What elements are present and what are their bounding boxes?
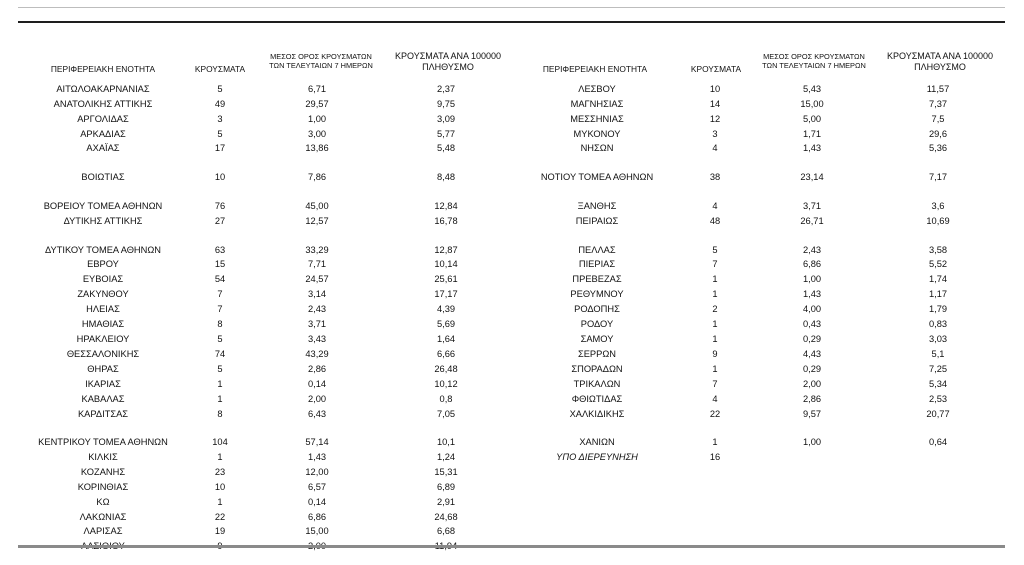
right-row-21-cases: 16 — [709, 452, 721, 462]
right-row-20-region: ΧΑΝΙΩΝ — [579, 437, 615, 447]
left-row-4-per100k: 5,48 — [436, 143, 456, 153]
right-row-19-region: ΧΑΛΚΙΔΙΚΗΣ — [569, 409, 625, 419]
right-row-7-cases: 48 — [709, 216, 721, 226]
left-row-1-region: ΑΝΑΤΟΛΙΚΗΣ ΑΤΤΙΚΗΣ — [53, 99, 153, 109]
left-row-6-cases: 76 — [214, 201, 226, 211]
left-row-4-cases: 17 — [214, 143, 226, 153]
right-row-2-region: ΜΕΣΣΗΝΙΑΣ — [570, 114, 624, 124]
right-row-10-cases: 1 — [712, 274, 718, 284]
left-row-1-cases: 49 — [214, 99, 226, 109]
left-row-5-cases: 10 — [214, 172, 226, 182]
left-row-24-avg7: 0,14 — [307, 497, 327, 507]
left-row-8-per100k: 12,87 — [434, 245, 458, 255]
left-row-4-region: ΑΧΑΪΑΣ — [86, 143, 120, 153]
left-row-10-avg7: 24,57 — [305, 274, 329, 284]
left-row-9-region: ΕΒΡΟΥ — [87, 259, 119, 269]
right-row-5-region: ΝΟΤΙΟΥ ΤΟΜΕΑ ΑΘΗΝΩΝ — [540, 172, 654, 182]
left-row-19-cases: 8 — [217, 409, 223, 419]
left-row-21-region: ΚΙΛΚΙΣ — [88, 452, 118, 462]
left-row-2-cases: 3 — [217, 114, 223, 124]
right-row-4-region: ΝΗΣΩΝ — [580, 143, 614, 153]
right-row-0-cases: 10 — [709, 84, 721, 94]
right-row-8-per100k: 3,58 — [928, 245, 948, 255]
right-row-11-region: ΡΕΘΥΜΝΟΥ — [570, 289, 624, 299]
left-row-24-region: ΚΩ — [96, 497, 110, 507]
right-row-13-avg7: 0,43 — [802, 319, 822, 329]
left-row-6-per100k: 12,84 — [434, 201, 458, 211]
right-row-7-per100k: 10,69 — [926, 216, 950, 226]
left-row-22-avg7: 12,00 — [305, 467, 329, 477]
left-row-9-avg7: 7,71 — [307, 259, 327, 269]
right-header-per100k-line1: ΚΡΟΥΣΜΑΤΑ ΑΝΑ 100000 — [887, 51, 993, 61]
left-row-14-per100k: 1,64 — [436, 334, 456, 344]
right-row-9-region: ΠΙΕΡΙΑΣ — [578, 259, 616, 269]
left-row-14-cases: 5 — [217, 334, 223, 344]
left-row-7-region: ΔΥΤΙΚΗΣ ΑΤΤΙΚΗΣ — [63, 216, 143, 226]
right-row-1-per100k: 7,37 — [928, 99, 948, 109]
right-row-18-region: ΦΘΙΩΤΙΔΑΣ — [571, 394, 623, 404]
left-row-25-cases: 22 — [214, 512, 226, 522]
left-row-20-per100k: 10,1 — [436, 437, 456, 447]
right-row-11-per100k: 1,17 — [928, 289, 948, 299]
right-row-16-region: ΣΠΟΡΑΔΩΝ — [571, 364, 623, 374]
right-row-0-avg7: 5,43 — [802, 84, 822, 94]
left-row-26-avg7: 15,00 — [305, 526, 329, 536]
left-row-6-region: ΒΟΡΕΙΟΥ ΤΟΜΕΑ ΑΘΗΝΩΝ — [43, 201, 163, 211]
left-row-11-per100k: 17,17 — [434, 289, 458, 299]
right-header-region: ΠΕΡΙΦΕΡΕΙΑΚΗ ΕΝΟΤΗΤΑ — [542, 64, 648, 74]
left-row-19-region: ΚΑΡΔΙΤΣΑΣ — [77, 409, 129, 419]
left-row-16-cases: 5 — [217, 364, 223, 374]
right-row-17-cases: 7 — [712, 379, 718, 389]
left-row-26-region: ΛΑΡΙΣΑΣ — [83, 526, 123, 536]
right-row-10-region: ΠΡΕΒΕΖΑΣ — [572, 274, 622, 284]
right-header-per100k-line2: ΠΛΗΘΥΣΜΟ — [914, 62, 966, 72]
left-row-3-avg7: 3,00 — [307, 129, 327, 139]
right-row-9-cases: 7 — [712, 259, 718, 269]
left-row-7-per100k: 16,78 — [434, 216, 458, 226]
right-row-3-cases: 3 — [712, 129, 718, 139]
left-header-region: ΠΕΡΙΦΕΡΕΙΑΚΗ ΕΝΟΤΗΤΑ — [50, 64, 156, 74]
left-row-26-cases: 19 — [214, 526, 226, 536]
left-header-avg7-line1: ΜΕΣΟΣ ΟΡΟΣ ΚΡΟΥΣΜΑΤΩΝ — [270, 52, 372, 61]
left-row-13-cases: 8 — [217, 319, 223, 329]
right-row-3-per100k: 29,6 — [928, 129, 948, 139]
right-row-15-region: ΣΕΡΡΩΝ — [577, 349, 616, 359]
right-row-2-per100k: 7,5 — [931, 114, 945, 124]
right-row-21-region: ΥΠΟ ΔΙΕΡΕΥΝΗΣΗ — [556, 452, 638, 462]
left-row-0-cases: 5 — [217, 84, 223, 94]
left-row-2-avg7: 1,00 — [307, 114, 327, 124]
left-row-25-region: ΛΑΚΩΝΙΑΣ — [79, 512, 127, 522]
right-row-19-cases: 22 — [709, 409, 721, 419]
right-header-avg7-line1: ΜΕΣΟΣ ΟΡΟΣ ΚΡΟΥΣΜΑΤΩΝ — [763, 52, 865, 61]
left-header-per100k-line2: ΠΛΗΘΥΣΜΟ — [422, 62, 474, 72]
left-row-13-avg7: 3,71 — [307, 319, 327, 329]
right-row-20-per100k: 0,64 — [928, 437, 948, 447]
left-row-3-region: ΑΡΚΑΔΙΑΣ — [80, 129, 126, 139]
left-header-per100k — [386, 51, 510, 73]
left-row-22-per100k: 15,31 — [434, 467, 458, 477]
right-row-12-per100k: 1,79 — [928, 304, 948, 314]
right-row-12-cases: 2 — [712, 304, 718, 314]
right-row-7-region: ΠΕΙΡΑΙΩΣ — [575, 216, 619, 226]
right-row-19-avg7: 9,57 — [802, 409, 822, 419]
left-row-16-avg7: 2,86 — [307, 364, 327, 374]
left-row-16-region: ΘΗΡΑΣ — [87, 364, 119, 374]
right-row-16-avg7: 0,29 — [802, 364, 822, 374]
left-row-3-cases: 5 — [217, 129, 223, 139]
right-row-14-per100k: 3,03 — [928, 334, 948, 344]
left-row-20-avg7: 57,14 — [305, 437, 329, 447]
right-row-6-avg7: 3,71 — [802, 201, 822, 211]
left-row-21-avg7: 1,43 — [307, 452, 327, 462]
right-row-0-per100k: 11,57 — [926, 84, 950, 94]
right-row-3-avg7: 1,71 — [802, 129, 822, 139]
right-row-1-cases: 14 — [709, 99, 721, 109]
right-row-16-cases: 1 — [712, 364, 718, 374]
left-row-21-per100k: 1,24 — [436, 452, 456, 462]
right-row-7-avg7: 26,71 — [800, 216, 824, 226]
left-row-15-region: ΘΕΣΣΑΛΟΝΙΚΗΣ — [66, 349, 140, 359]
left-row-18-region: ΚΑΒΑΛΑΣ — [81, 394, 125, 404]
header-rule — [18, 21, 1005, 23]
right-row-4-cases: 4 — [712, 143, 718, 153]
left-row-10-cases: 54 — [214, 274, 226, 284]
right-row-16-per100k: 7,25 — [928, 364, 948, 374]
right-row-6-per100k: 3,6 — [931, 201, 945, 211]
left-row-22-cases: 23 — [214, 467, 226, 477]
right-row-18-avg7: 2,86 — [802, 394, 822, 404]
left-row-2-region: ΑΡΓΟΛΙΔΑΣ — [77, 114, 129, 124]
left-row-0-avg7: 6,71 — [307, 84, 327, 94]
left-row-23-cases: 10 — [214, 482, 226, 492]
right-row-8-avg7: 2,43 — [802, 245, 822, 255]
left-row-20-cases: 104 — [212, 437, 228, 447]
right-header-cases: ΚΡΟΥΣΜΑΤΑ — [690, 64, 742, 74]
left-row-19-avg7: 6,43 — [307, 409, 327, 419]
left-row-2-per100k: 3,09 — [436, 114, 456, 124]
left-row-23-region: ΚΟΡΙΝΘΙΑΣ — [77, 482, 129, 492]
left-row-21-cases: 1 — [217, 452, 223, 462]
right-row-5-cases: 38 — [709, 172, 721, 182]
right-row-20-cases: 1 — [712, 437, 718, 447]
right-row-19-per100k: 20,77 — [926, 409, 950, 419]
left-row-18-per100k: 0,8 — [439, 394, 453, 404]
right-row-15-per100k: 5,1 — [931, 349, 945, 359]
right-row-13-per100k: 0,83 — [928, 319, 948, 329]
right-row-5-avg7: 23,14 — [800, 172, 824, 182]
bottom-rule — [18, 545, 1005, 548]
left-row-24-per100k: 2,91 — [436, 497, 456, 507]
left-row-11-region: ΖΑΚΥΝΘΟΥ — [77, 289, 129, 299]
left-row-5-avg7: 7,86 — [307, 172, 327, 182]
left-header-avg7-line2: ΤΩΝ ΤΕΛΕΥΤΑΙΩΝ 7 ΗΜΕΡΩΝ — [269, 61, 373, 70]
left-row-9-cases: 15 — [214, 259, 226, 269]
right-header-avg7-line2: ΤΩΝ ΤΕΛΕΥΤΑΙΩΝ 7 ΗΜΕΡΩΝ — [762, 61, 866, 70]
left-row-13-per100k: 5,69 — [436, 319, 456, 329]
left-row-12-avg7: 2,43 — [307, 304, 327, 314]
right-row-17-per100k: 5,34 — [928, 379, 948, 389]
right-row-14-avg7: 0,29 — [802, 334, 822, 344]
left-row-15-per100k: 6,66 — [436, 349, 456, 359]
left-row-19-per100k: 7,05 — [436, 409, 456, 419]
left-row-7-avg7: 12,57 — [305, 216, 329, 226]
left-row-24-cases: 1 — [217, 497, 223, 507]
left-row-25-per100k: 24,68 — [434, 512, 458, 522]
left-row-17-cases: 1 — [217, 379, 223, 389]
right-row-14-region: ΣΑΜΟΥ — [580, 334, 614, 344]
right-row-8-cases: 5 — [712, 245, 718, 255]
right-row-5-per100k: 7,17 — [928, 172, 948, 182]
right-row-6-region: ΞΑΝΘΗΣ — [577, 201, 617, 211]
left-row-23-per100k: 6,89 — [436, 482, 456, 492]
left-row-0-per100k: 2,37 — [436, 84, 456, 94]
left-header-avg7 — [252, 52, 390, 70]
left-row-12-per100k: 4,39 — [436, 304, 456, 314]
right-row-0-region: ΛΕΣΒΟΥ — [578, 84, 616, 94]
right-row-8-region: ΠΕΛΛΑΣ — [578, 245, 616, 255]
left-row-22-region: ΚΟΖΑΝΗΣ — [80, 467, 126, 477]
left-row-18-cases: 1 — [217, 394, 223, 404]
right-row-1-region: ΜΑΓΝΗΣΙΑΣ — [570, 99, 624, 109]
left-row-20-region: ΚΕΝΤΡΙΚΟΥ ΤΟΜΕΑ ΑΘΗΝΩΝ — [38, 437, 168, 447]
right-header-avg7 — [745, 52, 883, 70]
left-row-8-region: ΔΥΤΙΚΟΥ ΤΟΜΕΑ ΑΘΗΝΩΝ — [44, 245, 162, 255]
right-row-4-per100k: 5,36 — [928, 143, 948, 153]
left-row-16-per100k: 26,48 — [434, 364, 458, 374]
left-row-0-region: ΑΙΤΩΛΟΑΚΑΡΝΑΝΙΑΣ — [56, 84, 150, 94]
left-row-10-region: ΕΥΒΟΙΑΣ — [82, 274, 124, 284]
left-row-9-per100k: 10,14 — [434, 259, 458, 269]
right-row-6-cases: 4 — [712, 201, 718, 211]
left-row-8-cases: 63 — [214, 245, 226, 255]
left-row-12-region: ΗΛΕΙΑΣ — [86, 304, 120, 314]
left-row-18-avg7: 2,00 — [307, 394, 327, 404]
right-row-18-per100k: 2,53 — [928, 394, 948, 404]
right-row-11-cases: 1 — [712, 289, 718, 299]
left-row-26-per100k: 6,68 — [436, 526, 456, 536]
left-row-17-per100k: 10,12 — [434, 379, 458, 389]
right-row-15-cases: 9 — [712, 349, 718, 359]
right-row-20-avg7: 1,00 — [802, 437, 822, 447]
left-row-17-avg7: 0,14 — [307, 379, 327, 389]
right-row-12-avg7: 4,00 — [802, 304, 822, 314]
left-row-13-region: ΗΜΑΘΙΑΣ — [81, 319, 125, 329]
left-row-1-avg7: 29,57 — [305, 99, 329, 109]
left-row-23-avg7: 6,57 — [307, 482, 327, 492]
left-header-cases: ΚΡΟΥΣΜΑΤΑ — [194, 64, 246, 74]
left-row-1-per100k: 9,75 — [436, 99, 456, 109]
left-row-6-avg7: 45,00 — [305, 201, 329, 211]
left-row-17-region: ΙΚΑΡΙΑΣ — [85, 379, 121, 389]
right-row-10-per100k: 1,74 — [928, 274, 948, 284]
left-row-14-avg7: 3,43 — [307, 334, 327, 344]
left-row-12-cases: 7 — [217, 304, 223, 314]
right-row-2-cases: 12 — [709, 114, 721, 124]
left-row-14-region: ΗΡΑΚΛΕΙΟΥ — [76, 334, 130, 344]
left-row-15-cases: 74 — [214, 349, 226, 359]
right-row-17-region: ΤΡΙΚΑΛΩΝ — [573, 379, 621, 389]
left-row-8-avg7: 33,29 — [305, 245, 329, 255]
left-row-7-cases: 27 — [214, 216, 226, 226]
left-row-10-per100k: 25,61 — [434, 274, 458, 284]
left-row-5-per100k: 8,48 — [436, 172, 456, 182]
right-row-1-avg7: 15,00 — [800, 99, 824, 109]
left-row-5-region: ΒΟΙΩΤΙΑΣ — [81, 172, 125, 182]
right-row-12-region: ΡΟΔΟΠΗΣ — [574, 304, 620, 314]
right-row-3-region: ΜΥΚΟΝΟΥ — [573, 129, 621, 139]
right-header-per100k — [878, 51, 1002, 73]
left-row-4-avg7: 13,86 — [305, 143, 329, 153]
left-header-per100k-line1: ΚΡΟΥΣΜΑΤΑ ΑΝΑ 100000 — [395, 51, 501, 61]
right-row-15-avg7: 4,43 — [802, 349, 822, 359]
right-row-10-avg7: 1,00 — [802, 274, 822, 284]
right-row-11-avg7: 1,43 — [802, 289, 822, 299]
left-row-25-avg7: 6,86 — [307, 512, 327, 522]
right-row-13-cases: 1 — [712, 319, 718, 329]
right-row-4-avg7: 1,43 — [802, 143, 822, 153]
top-rule — [18, 7, 1005, 8]
left-row-3-per100k: 5,77 — [436, 129, 456, 139]
left-row-11-cases: 7 — [217, 289, 223, 299]
left-row-15-avg7: 43,29 — [305, 349, 329, 359]
right-row-14-cases: 1 — [712, 334, 718, 344]
right-row-18-cases: 4 — [712, 394, 718, 404]
left-row-11-avg7: 3,14 — [307, 289, 327, 299]
right-row-17-avg7: 2,00 — [802, 379, 822, 389]
right-row-13-region: ΡΟΔΟΥ — [580, 319, 614, 329]
right-row-9-avg7: 6,86 — [802, 259, 822, 269]
right-row-9-per100k: 5,52 — [928, 259, 948, 269]
right-row-2-avg7: 5,00 — [802, 114, 822, 124]
